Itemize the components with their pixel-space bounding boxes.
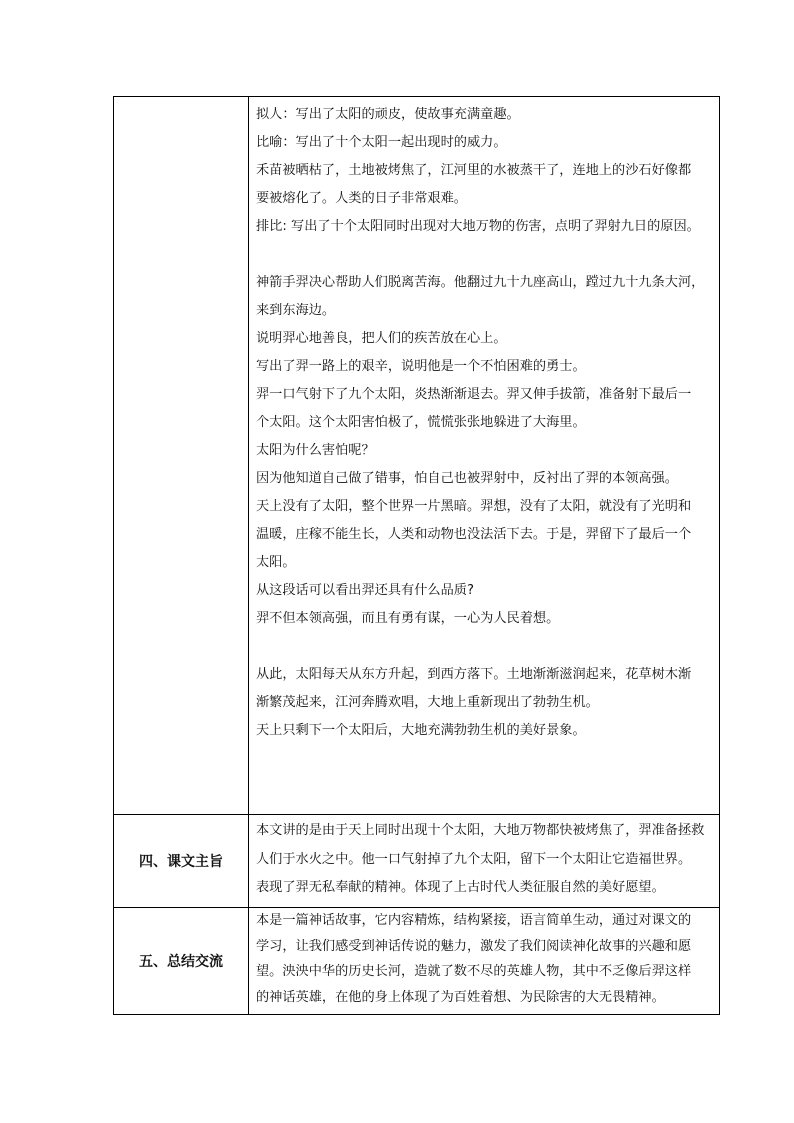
text-line: 比喻：写出了十个太阳一起出现时的威力。 [256,135,507,150]
row-main-idea [114,815,720,908]
text-line: 来到东海边。 [256,303,336,318]
text-line: 太阳为什么害怕呢？ [256,443,375,458]
blank-line [256,633,713,661]
text-line: 望。泱泱中华的历史长河，造就了数不尽的英雄人物，其中不乏像后羿这样 [256,964,692,979]
text-line: 说明羿心地善良，把人们的疾苦放在心上。 [256,331,507,346]
analysis-content [249,97,720,815]
text-line: 表现了羿无私奉献的精神。体现了上古时代人类征服自然的美好愿望。 [256,880,665,895]
text-line: 从此，太阳每天从东方升起，到西方落下。土地渐渐滋润起来，花草树木渐 [256,667,692,682]
text-line: 的神话英雄，在他的身上体现了为百姓着想、为民除害的大无畏精神。 [256,989,665,1005]
text-line: 学习，让我们感受到神话传说的魅力，激发了我们阅读神化故事的兴趣和愿 [256,938,692,954]
text-line: 天上没有了太阳，整个世界一片黑暗。羿想，没有了太阳，就没有了光明和 [256,499,692,514]
row-label-empty [114,97,249,815]
blank-line [256,241,713,269]
summary-content [249,908,720,1015]
text-line: 羿一口气射下了九个太阳，炎热渐渐退去。羿又伸手拔箭，准备射下最后一 [256,387,692,402]
text-line: 羿不但本领高强，而且有勇有谋，一心为人民着想。 [256,611,560,626]
text-line: 温暖，庄稼不能生长，人类和动物也没法活下去。于是，羿留下了最后一个 [256,527,692,542]
summary-label: 五、总结交流 [114,908,249,1015]
text-line: 要被熔化了。人类的日子非常艰难。 [256,191,467,206]
lesson-table [113,96,721,1015]
text-line: 个太阳。这个太阳害怕极了，慌慌张张地躲进了大海里。 [256,415,586,430]
main-idea-label: 四、课文主旨 [114,815,249,908]
row-text-analysis [114,97,720,815]
text-line: 太阳。 [256,555,296,570]
text-line: 排比: 写出了十个太阳同时出现对大地万物的伤害，点明了羿射九日的原因。 [256,219,700,234]
text-line: 因为他知道自己做了错事，怕自己也被羿射中，反衬出了羿的本领高强。 [256,471,678,486]
text-line: 神箭手羿决心帮助人们脱离苦海。他翻过九十九座高山，蹚过九十九条大河， [256,275,705,290]
content-table [113,96,720,1015]
text-line: 写出了羿一路上的艰辛，说明他是一个不怕困难的勇士。 [256,359,586,374]
text-line: 禾苗被晒枯了，土地被烤焦了，江河里的水被蒸干了，连地上的沙石好像都 [256,163,692,178]
text-line: 本是一篇神话故事，它内容精炼，结构紧接，语言简单生动，通过对课文的 [256,913,692,928]
text-line: 从这段话可以看出羿还具有什么品质? [256,583,474,598]
text-line: 天上只剩下一个太阳后，大地充满勃勃生机的美好景象。 [256,723,586,738]
text-line: 渐繁茂起来，江河奔腾欢唱，大地上重新现出了勃勃生机。 [256,695,599,710]
main-idea-content [249,815,720,908]
text-line: 拟人：写出了太阳的顽皮，使故事充满童趣。 [256,107,520,122]
text-line: 本文讲的是由于天上同时出现十个太阳，大地万物都快被烤焦了，羿准备拯救 [256,823,705,838]
text-line: 人们于水火之中。他一口气射掉了九个太阳，留下一个太阳让它造福世界。 [256,851,692,867]
row-summary [114,908,720,1015]
